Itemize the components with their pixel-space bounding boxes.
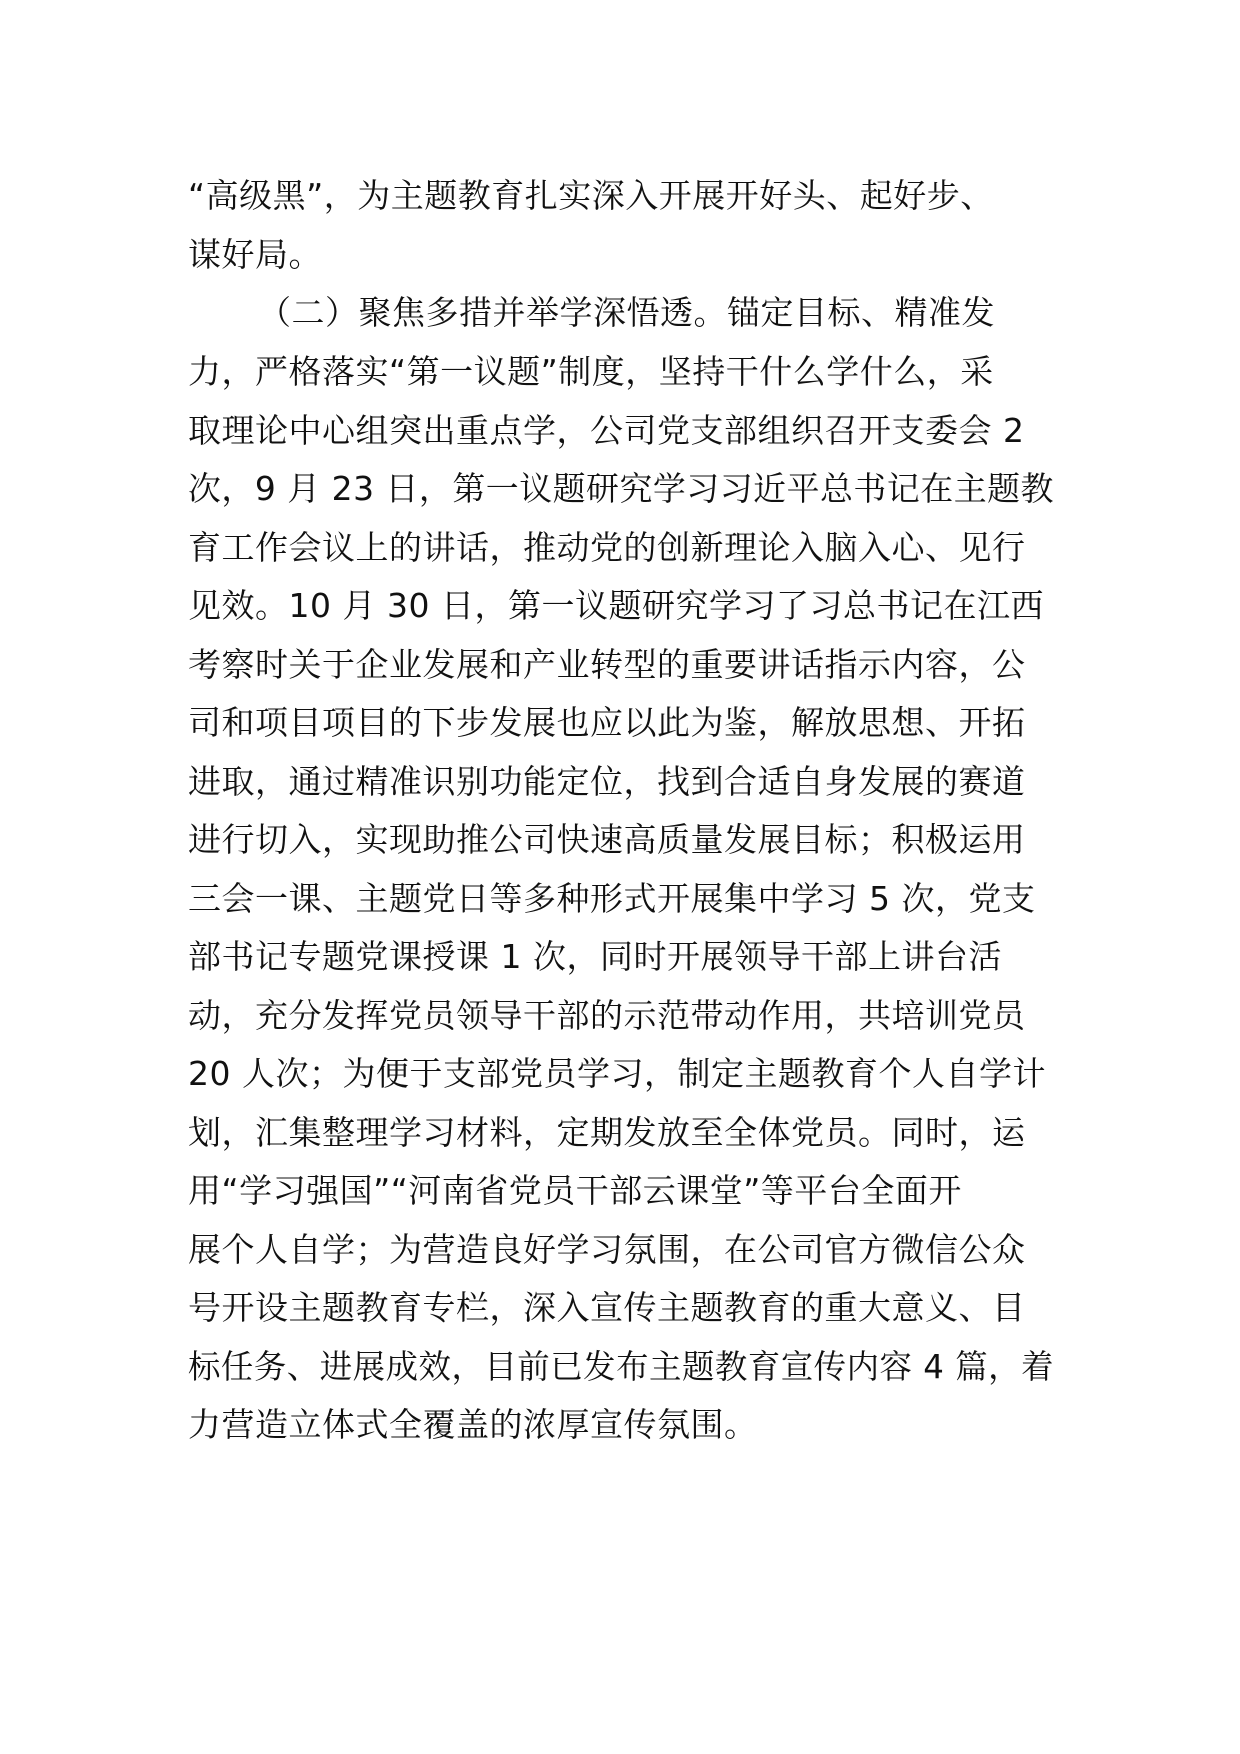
text-line: 司和项目项目的下步发展也应以此为鉴，解放思想、开拓 bbox=[188, 703, 1026, 742]
text-line: 用“学习强国”“河南省党员干部云课堂”等平台全面开 bbox=[188, 1171, 962, 1210]
text-line: 划，汇集整理学习材料，定期发放至全体党员。同时，运 bbox=[188, 1113, 1026, 1152]
text-line: 号开设主题教育专栏，深入宣传主题教育的重大意义、目 bbox=[188, 1288, 1026, 1327]
text-line: 育工作会议上的讲话，推动党的创新理论入脑入心、见行 bbox=[188, 528, 1026, 567]
text-line: 见效。10 月 30 日，第一议题研究学习了习总书记在江西 bbox=[188, 586, 1044, 625]
text-line: 动，充分发挥党员领导干部的示范带动作用，共培训党员 bbox=[188, 996, 1026, 1035]
text-line: 次，9 月 23 日，第一议题研究学习习近平总书记在主题教 bbox=[188, 469, 1054, 508]
text-line: 进行切入，实现助推公司快速高质量发展目标；积极运用 bbox=[188, 820, 1026, 859]
text-line: 考察时关于企业发展和产业转型的重要讲话指示内容，公 bbox=[188, 645, 1026, 684]
text-line: 20 人次；为便于支部党员学习，制定主题教育个人自学计 bbox=[188, 1054, 1046, 1093]
section-heading-line: （二）聚焦多措并举学深悟透。锚定目标、精准发 bbox=[258, 293, 995, 332]
text-line: 展个人自学；为营造良好学习氛围，在公司官方微信公众 bbox=[188, 1230, 1026, 1269]
text-line: 进取，通过精准识别功能定位，找到合适自身发展的赛道 bbox=[188, 762, 1026, 801]
text-line: “高级黑”，为主题教育扎实深入开展开好头、起好步、 bbox=[188, 176, 994, 215]
text-line: 三会一课、主题党日等多种形式开展集中学习 5 次，党支 bbox=[188, 879, 1036, 918]
text-line: 标任务、进展成效，目前已发布主题教育宣传内容 4 篇，着 bbox=[188, 1347, 1055, 1386]
text-line: 部书记专题党课授课 1 次，同时开展领导干部上讲台活 bbox=[188, 937, 1002, 976]
text-line: 力，严格落实“第一议题”制度，坚持干什么学什么，采 bbox=[188, 352, 994, 391]
text-line: 取理论中心组突出重点学，公司党支部组织召开支委会 2 bbox=[188, 411, 1025, 450]
text-line: 谋好局。 bbox=[188, 235, 322, 274]
text-line: 力营造立体式全覆盖的浓厚宣传氛围。 bbox=[188, 1405, 758, 1444]
